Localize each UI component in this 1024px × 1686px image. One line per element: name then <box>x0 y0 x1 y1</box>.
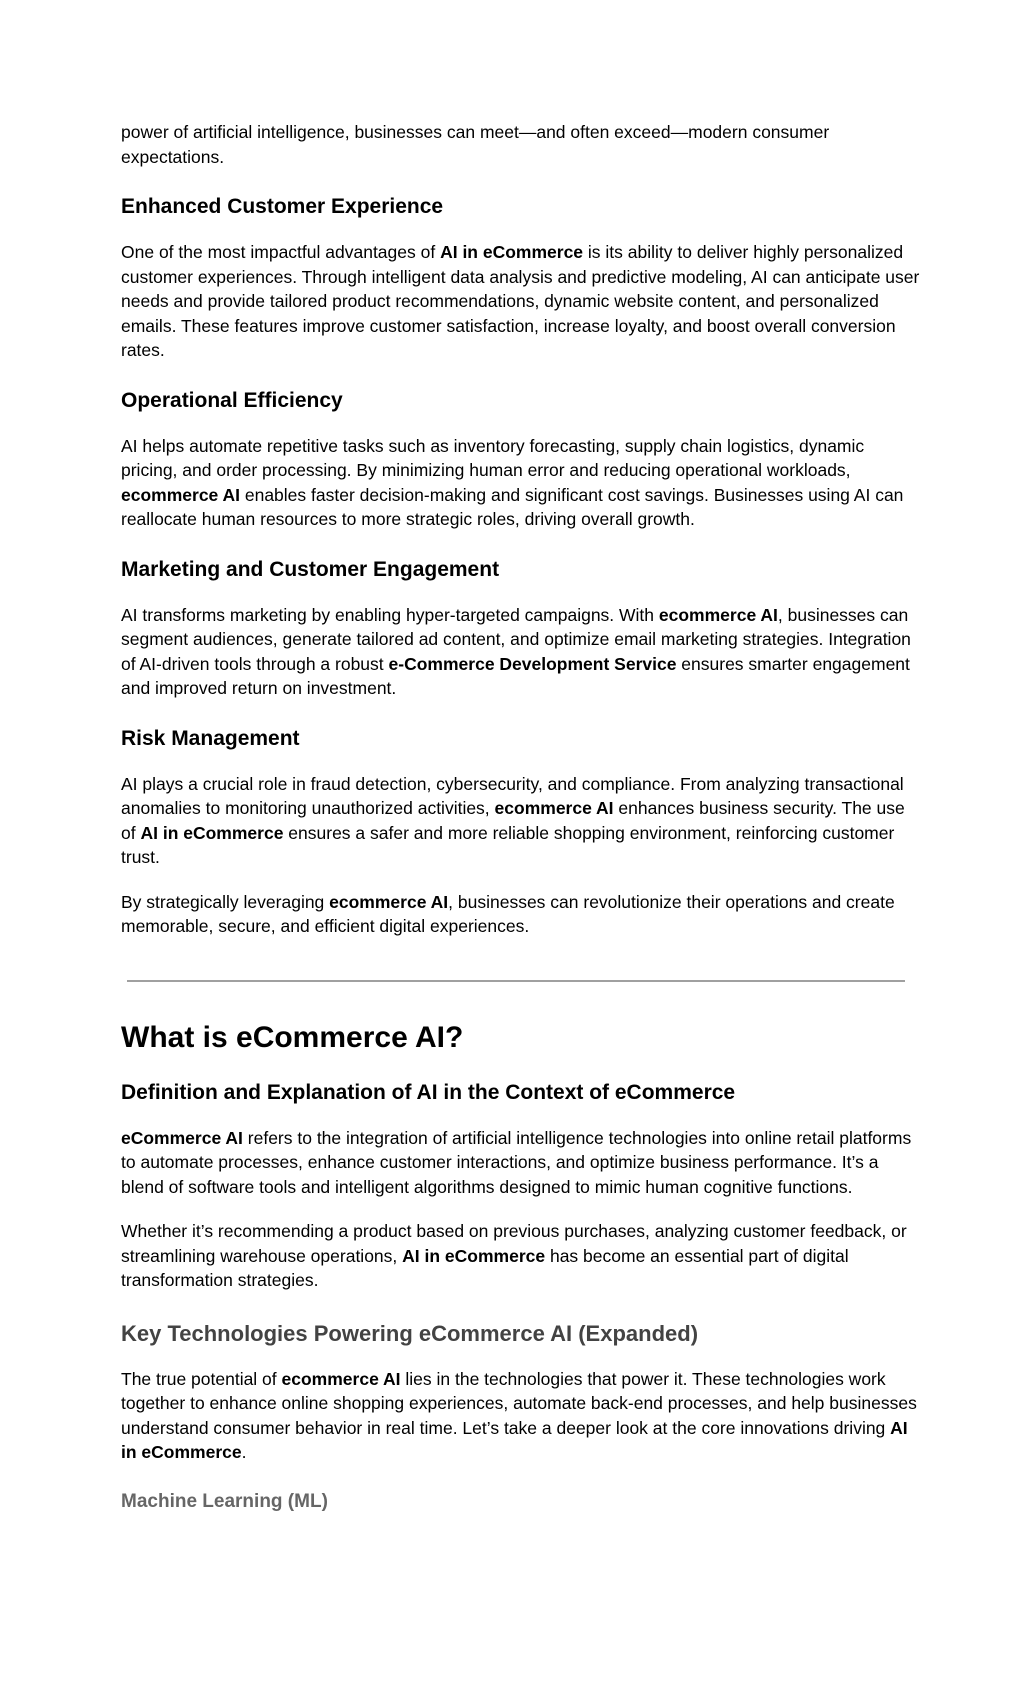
key-technologies-paragraph: The true potential of ecommerce AI lies in the technologies that power it. These technologies work together to enhance online shopping experiences, automate back-end processes, and help businesses understand consumer behavior in real time. Let’s take a deeper look at the core innovations driving AI in eCommerce. <box>121 1368 917 1462</box>
intro-paragraph: power of artificial intelligence, businesses can meet—and often exceed—modern consumer expectations. <box>121 122 830 167</box>
definition-paragraph-2: Whether it’s recommending a product based on previous purchases, analyzing customer feedback, or streamlining warehouse operations, AI in eCommerce has become an essential part of digital transformation strategies. <box>121 1221 907 1290</box>
key-technologies-heading: Key Technologies Powering eCommerce AI (Expanded) <box>121 1320 699 1346</box>
risk-summary-paragraph: By strategically leveraging ecommerce AI, businesses can revolutionize their operations and create memorable, secure, and efficient digital experiences. <box>121 891 895 936</box>
risk-heading: Risk Management <box>121 726 300 750</box>
document-page <box>121 108 921 1515</box>
definition-heading: Definition and Explanation of AI in the Context of eCommerce <box>121 1080 736 1104</box>
operational-heading: Operational Efficiency <box>121 388 343 412</box>
horizontal-divider <box>127 980 905 982</box>
definition-paragraph: eCommerce AI refers to the integration of artificial intelligence technologies into online retail platforms to automate processes, enhance customer interactions, and optimize business performance. It’s a blend of software tools and intelligent algorithms designed to mimic human cognitive functions. <box>121 1127 912 1197</box>
machine-learning-heading: Machine Learning (ML) <box>121 1490 328 1512</box>
enhanced-heading: Enhanced Customer Experience <box>121 195 444 218</box>
operational-paragraph: AI helps automate repetitive tasks such as inventory forecasting, supply chain logistics, dynamic pricing, and order processing. By minimizing human error and reducing operational workloads, ecommerce AI enables faster decision-making and significant cost savings. Businesses using AI can reallocate human resources to more strategic roles, driving overall growth. <box>121 435 904 529</box>
marketing-heading: Marketing and Customer Engagement <box>121 557 500 581</box>
enhanced-paragraph: One of the most impactful advantages of AI in eCommerce is its ability to deliver highly personalized customer experiences. Through intelligent data analysis and predictive modeling, AI can anticipate user needs and provide tailored product recommendations, dynamic website content, and personalized emails. These features improve customer satisfaction, increase loyalty, and boost overall conversion rates. <box>121 242 920 360</box>
marketing-paragraph: AI transforms marketing by enabling hyper-targeted campaigns. With ecommerce AI, businesses can segment audiences, generate tailored ad content, and optimize email marketing strategies. Integration of AI-driven tools through a robust e-Commerce Development Service ensures smarter engagement and improved return on investment. <box>121 604 911 698</box>
what-heading: What is eCommerce AI? <box>121 1020 464 1054</box>
risk-paragraph: AI plays a crucial role in fraud detection, cybersecurity, and compliance. From analyzing transactional anomalies to monitoring unauthorized activities, ecommerce AI enhances business security. The use of AI in eCommerce ensures a safer and more reliable shopping environment, reinforcing customer trust. <box>121 773 905 867</box>
